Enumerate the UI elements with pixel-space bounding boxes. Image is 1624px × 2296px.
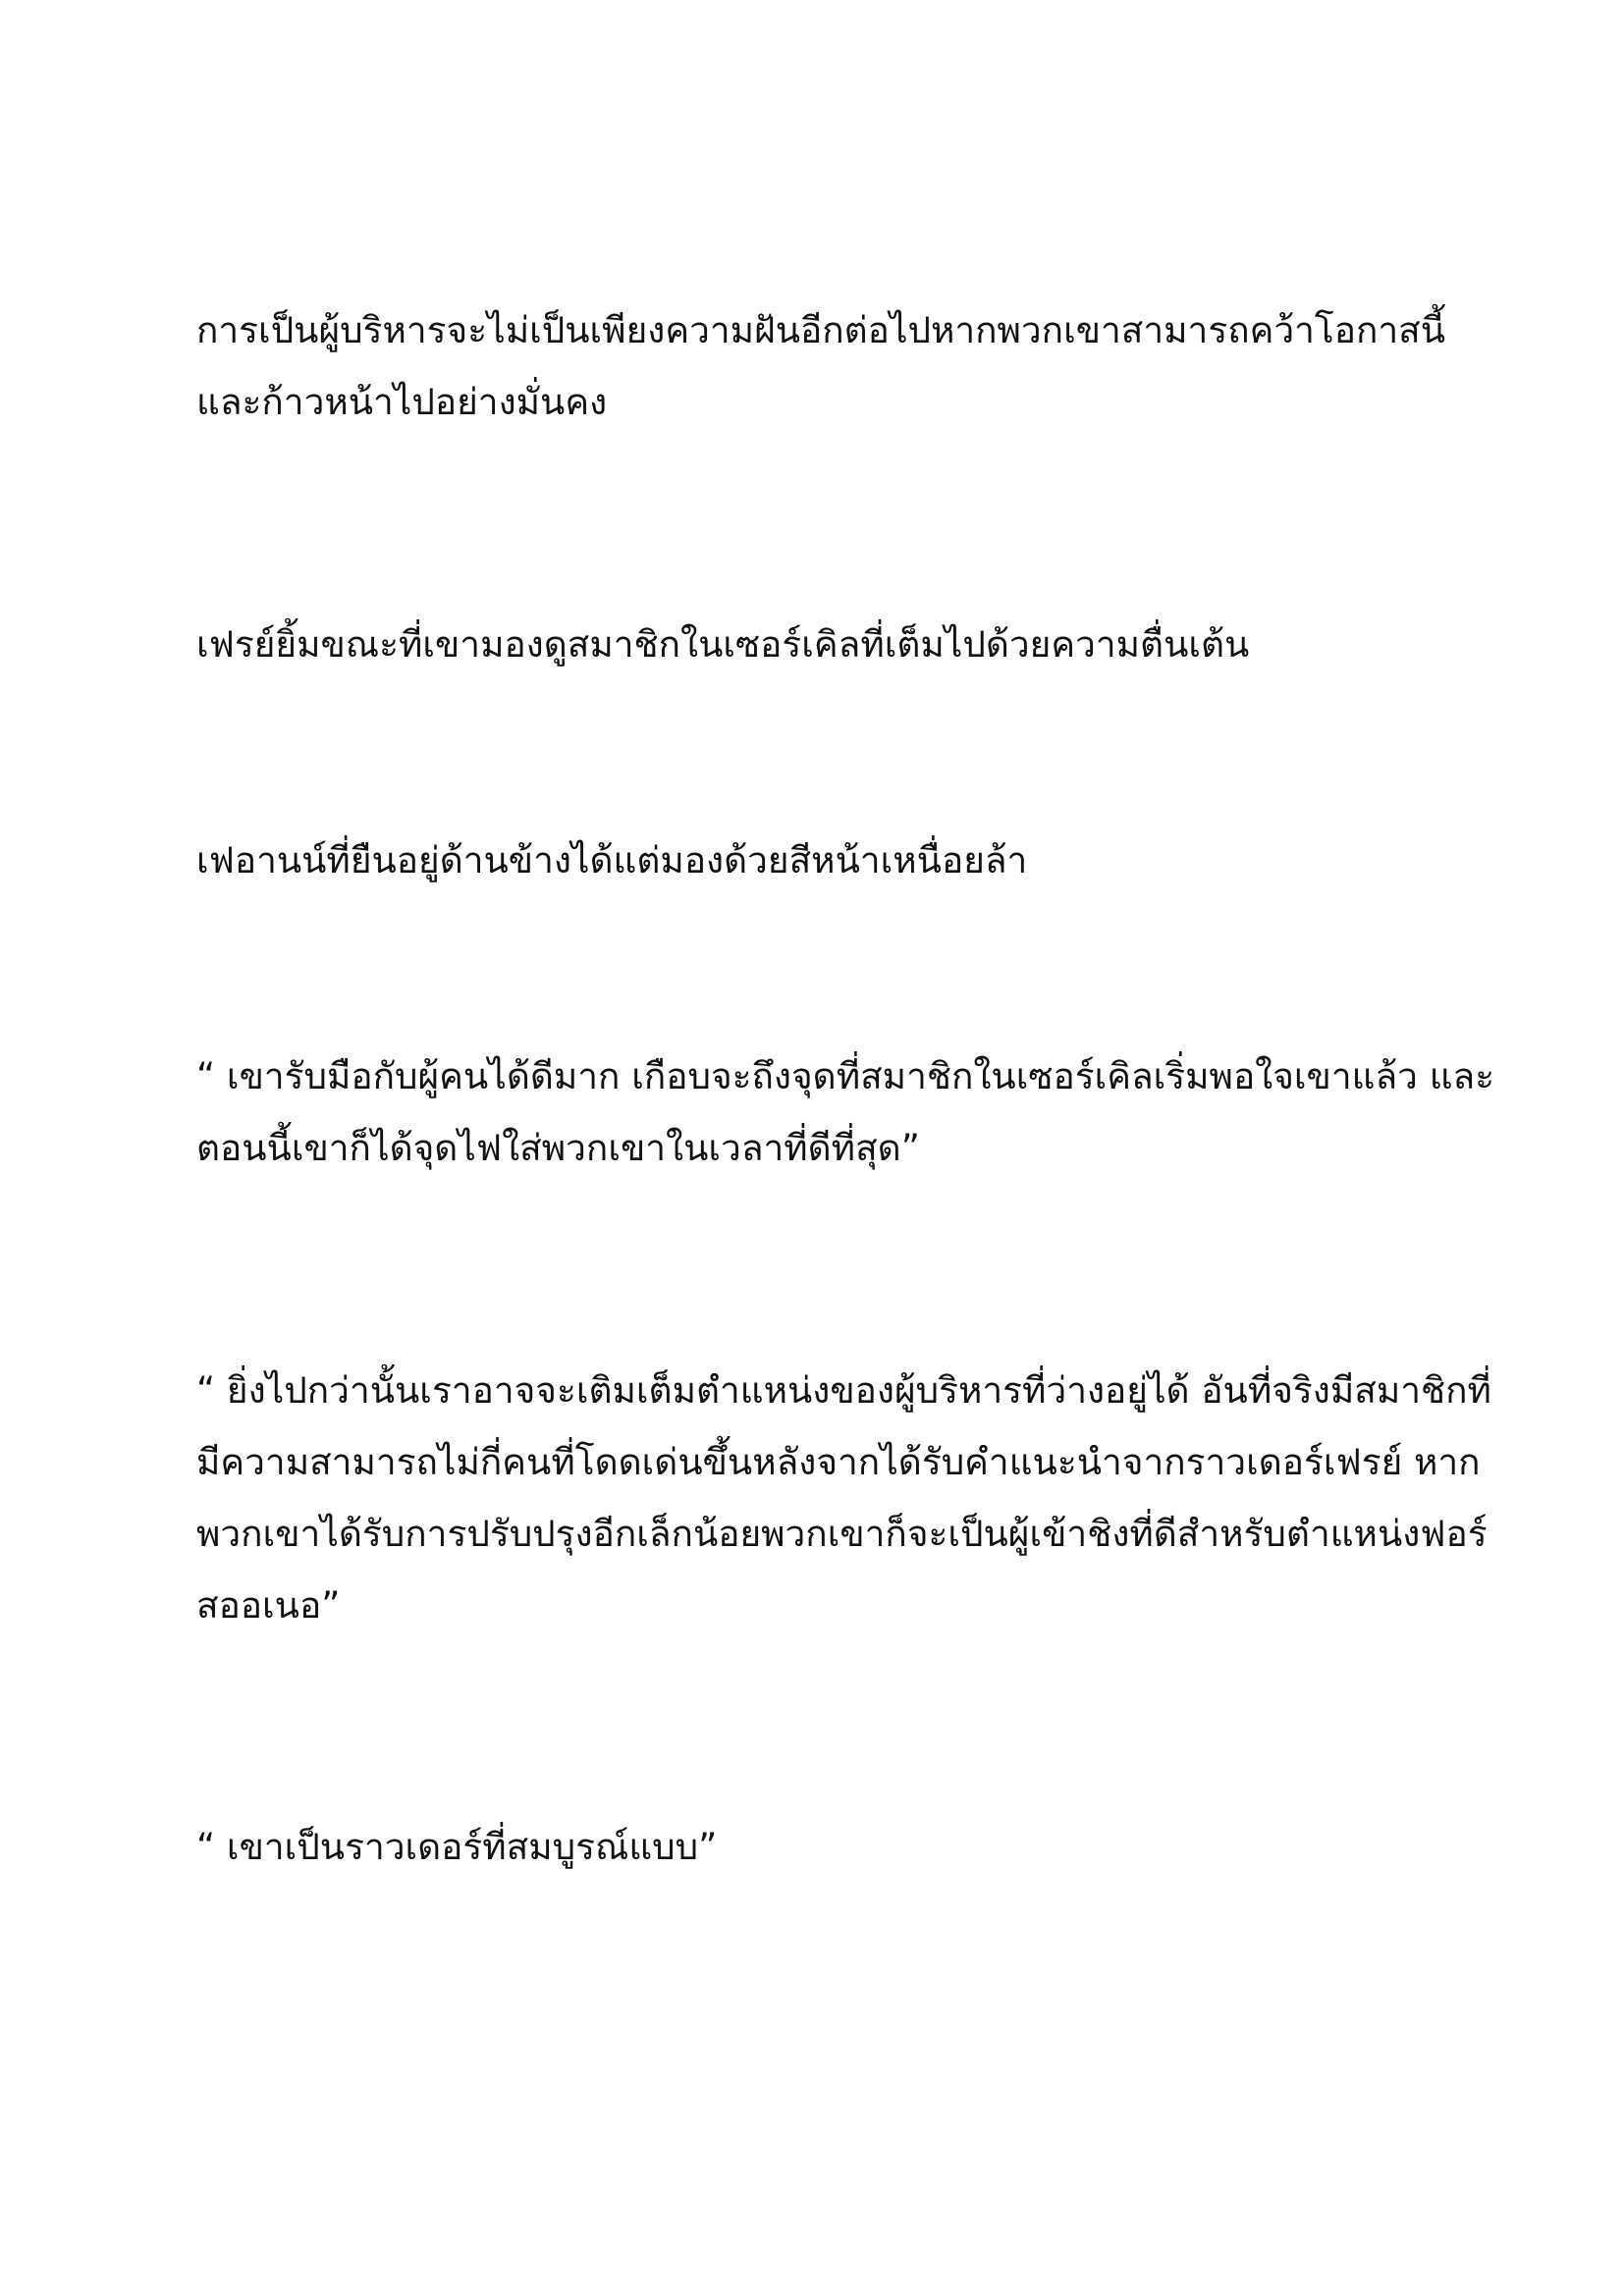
paragraph-3 [196,825,1473,896]
paragraph-line: “ เขาเป็นราวเดอร์ที่สมบูรณ์แบบ” [196,1826,718,1868]
paragraph-line: “ เขารับมือกับผู้คนได้ดีมาก เกือบจะถึงจุดที่สมาชิกในเซอร์เคิลเริ่มพอใจเขาแล้ว และ [196,1055,1495,1097]
paragraph-line: พวกเขาได้รับการปรับปรุงอีกเล็กน้อยพวกเขาก็จะเป็นผู้เข้าชิงที่ดีสำหรับตำแหน่งฟอร์ [196,1513,1488,1555]
paragraph-5 [196,1355,1491,1641]
paragraph-line: และก้าวหน้าไปอย่างมั่นคง [196,381,608,423]
paragraph-1 [196,294,1473,438]
paragraph-2 [196,609,1473,680]
paragraph-line: สออเนอ” [196,1584,341,1627]
paragraph-line: “ ยิ่งไปกว่านั้นเราอาจจะเติมเต็มตำแหน่งของผู้บริหารที่ว่างอยู่ได้ อันที่จริงมีสมาชิกที่ [196,1369,1491,1412]
paragraph-line: มีความสามารถไม่กี่คนที่โดดเด่นขึ้นหลังจากได้รับคำแนะนำจากราวเดอร์เฟรย์ หาก [196,1441,1481,1483]
paragraph-line: การเป็นผู้บริหารจะไม่เป็นเพียงความฝันอีกต่อไปหากพวกเขาสามารถคว้าโอกาสนี้ [196,309,1446,351]
paragraph-line: เฟอานน์ที่ยืนอยู่ด้านข้างได้แต่มองด้วยสีหน้าเหนื่อยล้า [196,839,1028,881]
paragraph-4 [196,1041,1495,1184]
paragraph-6 [196,1811,1473,1883]
paragraph-line: ตอนนี้เขาก็ได้จุดไฟใส่พวกเขาในเวลาที่ดีที่สุด” [196,1127,920,1169]
paragraph-line: เฟรย์ยิ้มขณะที่เขามองดูสมาชิกในเซอร์เคิลที่เต็มไปด้วยความตื่นเต้น [196,623,1250,666]
